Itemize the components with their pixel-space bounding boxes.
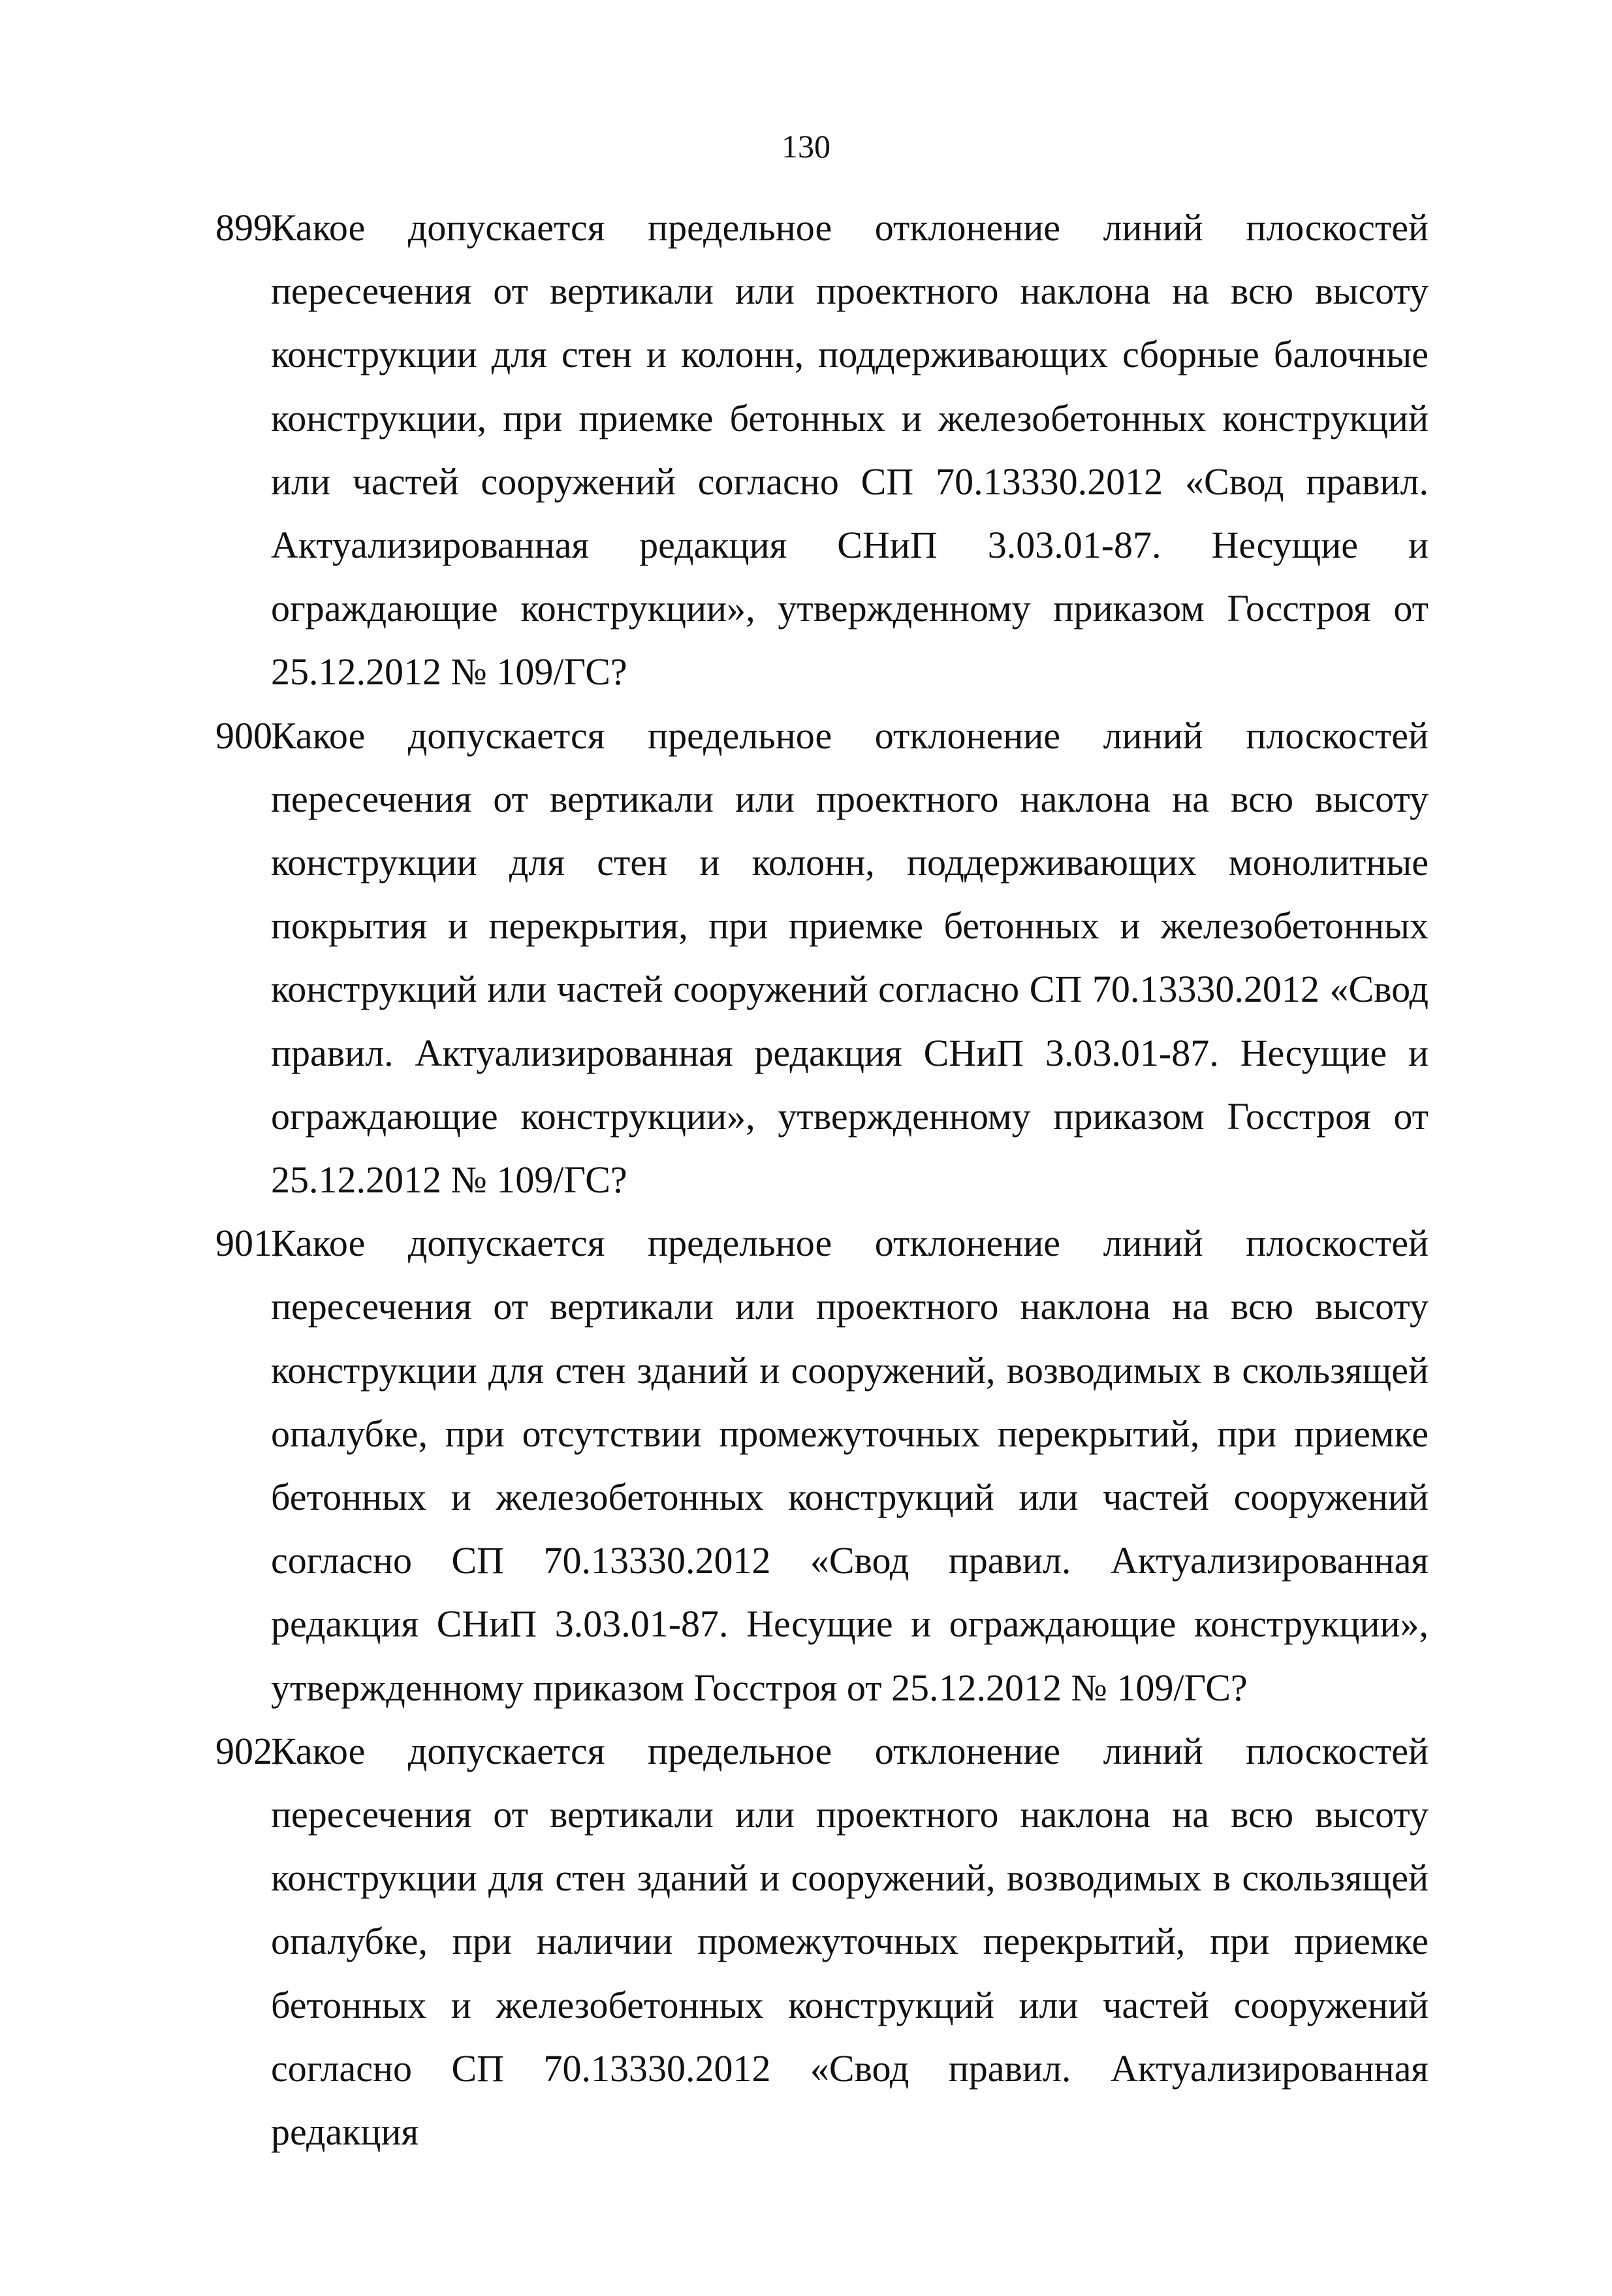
question-item bbox=[215, 1719, 1429, 2163]
question-text: Какое допускается предельное отклонение линий плоскостей пересечения от вертикали или проектного наклона на всю высоту конструкции для стен и колонн, поддерживающих сборные балочные конструкции, при приемке бетонных и железобетонных конструкций или частей сооружений согласно СП 70.13330.2012 «Свод правил. Актуализированная редакция СНиП 3.03.01-87. Несущие и ограждающие конструкции», утвержденному приказом Госстроя от 25.12.2012 № 109/ГС? bbox=[271, 206, 1429, 694]
question-item bbox=[215, 1211, 1429, 1719]
question-item bbox=[215, 704, 1429, 1212]
question-item bbox=[215, 196, 1429, 704]
question-number: 901. bbox=[215, 1222, 282, 1265]
question-number: 899. bbox=[215, 206, 282, 249]
question-text: Какое допускается предельное отклонение линий плоскостей пересечения от вертикали или проектного наклона на всю высоту конструкции для стен зданий и сооружений, возводимых в скользящей опалубке, при наличии промежуточных перекрытий, при приемке бетонных и железобетонных конструкций или частей сооружений согласно СП 70.13330.2012 «Свод правил. Актуализированная редакция bbox=[271, 1729, 1429, 2154]
question-list bbox=[215, 196, 1429, 2163]
question-text: Какое допускается предельное отклонение линий плоскостей пересечения от вертикали или проектного наклона на всю высоту конструкции для стен и колонн, поддерживающих монолитные покрытия и перекрытия, при приемке бетонных и железобетонных конструкций или частей сооружений согласно СП 70.13330.2012 «Свод правил. Актуализированная редакция СНиП 3.03.01-87. Несущие и ограждающие конструкции», утвержденному приказом Госстроя от 25.12.2012 № 109/ГС? bbox=[271, 714, 1429, 1202]
question-text: Какое допускается предельное отклонение линий плоскостей пересечения от вертикали или проектного наклона на всю высоту конструкции для стен зданий и сооружений, возводимых в скользящей опалубке, при отсутствии промежуточных перекрытий, при приемке бетонных и железобетонных конструкций или частей сооружений согласно СП 70.13330.2012 «Свод правил. Актуализированная редакция СНиП 3.03.01-87. Несущие и ограждающие конструкции», утвержденному приказом Госстроя от 25.12.2012 № 109/ГС? bbox=[271, 1222, 1429, 1709]
question-number: 902. bbox=[215, 1729, 282, 1772]
page-number: 130 bbox=[782, 128, 830, 165]
question-number: 900. bbox=[215, 714, 282, 757]
